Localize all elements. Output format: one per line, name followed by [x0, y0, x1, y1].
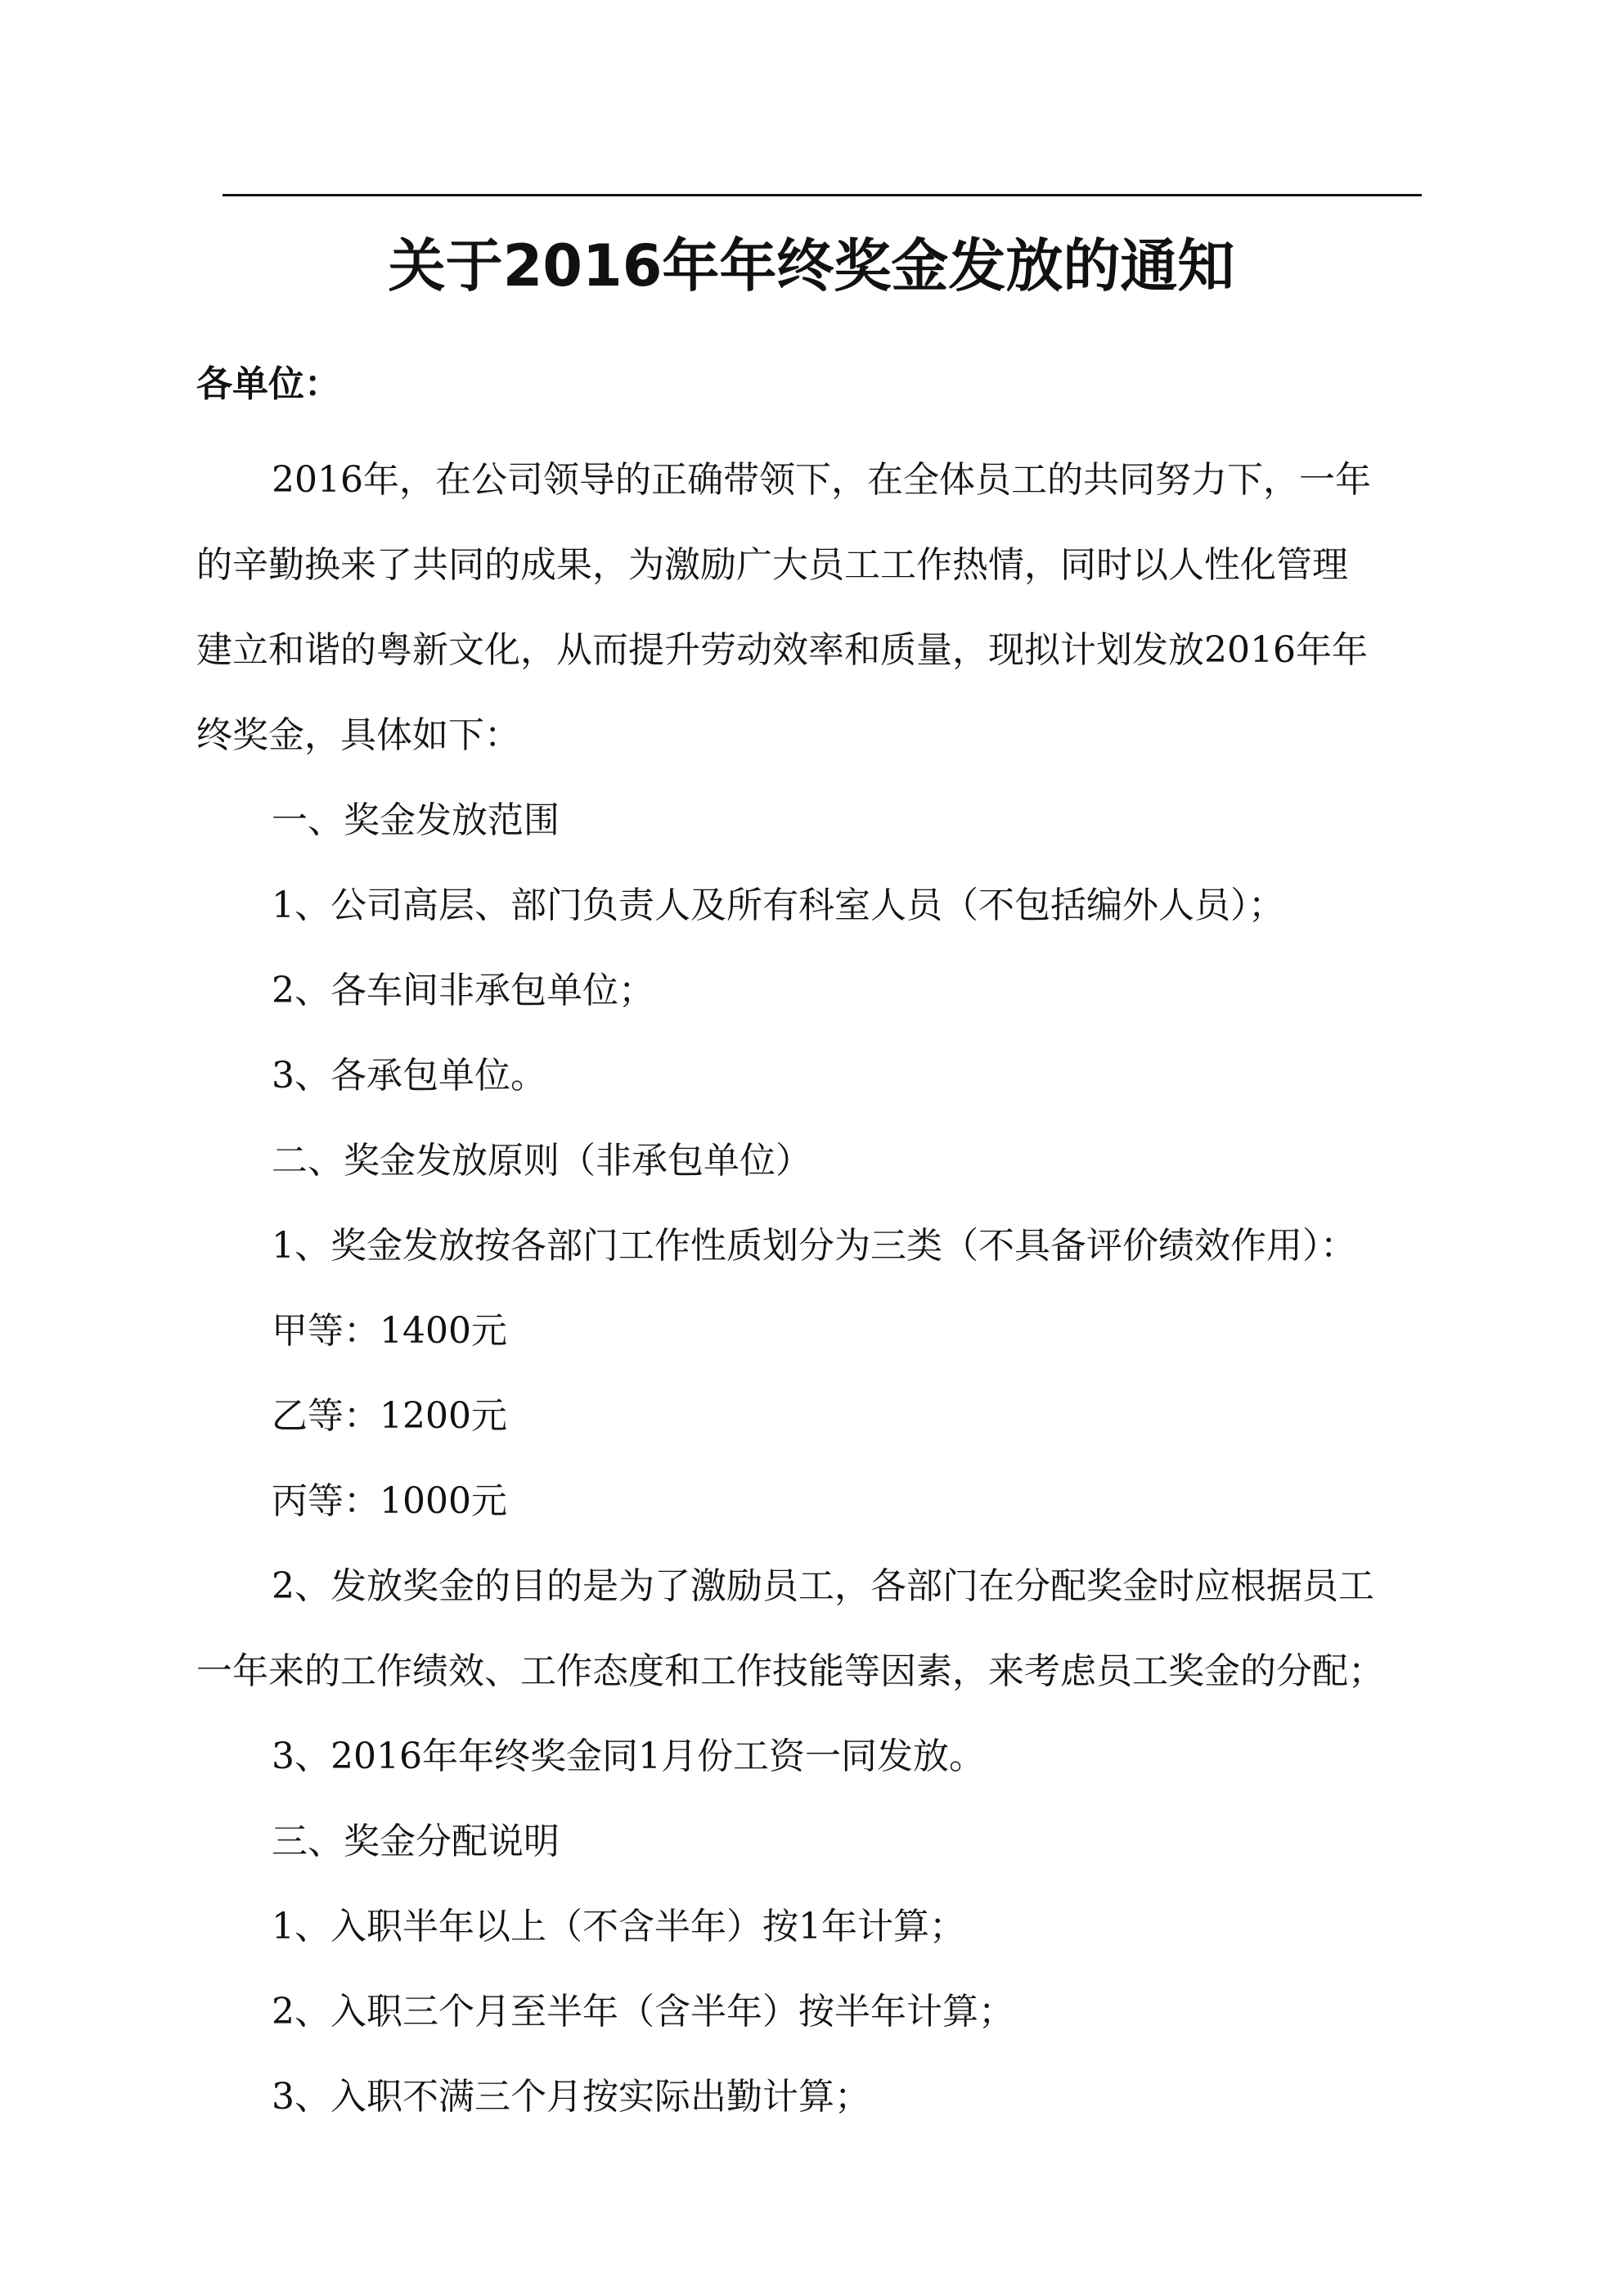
salutation: 各单位：: [196, 363, 340, 405]
document-title: 关于2016年年终奖金发放的通知: [388, 232, 1235, 299]
body-line: 2、入职三个月至半年（含半年）按半年计算；: [272, 1991, 1014, 2033]
body-line: 二、奖金发放原则（非承包单位）: [272, 1140, 812, 1182]
body-line: 3、各承包单位。: [272, 1055, 546, 1096]
body-line: 终奖金，具体如下：: [196, 714, 520, 756]
body-line: 乙等：1200元: [272, 1395, 507, 1437]
body-line: 3、2016年年终奖金同1月份工资一同发放。: [272, 1736, 985, 1777]
body-line: 的辛勤换来了共同的成果，为激励广大员工工作热情，同时以人性化管理: [196, 544, 1348, 586]
body-line: 2、各车间非承包单位；: [272, 970, 654, 1011]
document-body: [196, 438, 1432, 2140]
body-line: 2、发放奖金的目的是为了激励员工，各部门在分配奖金时应根据员工: [272, 1565, 1374, 1607]
body-line: 一、奖金发放范围: [272, 799, 560, 841]
body-line: 3、入职不满三个月按实际出勤计算；: [272, 2076, 870, 2118]
body-line: 1、公司高层、部门负责人及所有科室人员（不包括编外人员）；: [272, 885, 1284, 926]
body-line: 1、入职半年以上（不含半年）按1年计算；: [272, 1906, 965, 1947]
body-line: 建立和谐的粤新文化，从而提升劳动效率和质量，现拟计划发放2016年年: [196, 629, 1368, 671]
body-line: 丙等：1000元: [272, 1480, 507, 1522]
body-line: 一年来的工作绩效、工作态度和工作技能等因素，来考虑员工奖金的分配；: [196, 1650, 1384, 1692]
body-line: 2016年，在公司领导的正确带领下，在全体员工的共同努力下，一年: [272, 459, 1371, 501]
body-line: 1、奖金发放按各部门工作性质划分为三类（不具备评价绩效作用）：: [272, 1225, 1356, 1267]
body-line: 甲等：1400元: [272, 1310, 507, 1352]
header-rule: [223, 194, 1422, 196]
body-line: 三、奖金分配说明: [272, 1821, 560, 1862]
